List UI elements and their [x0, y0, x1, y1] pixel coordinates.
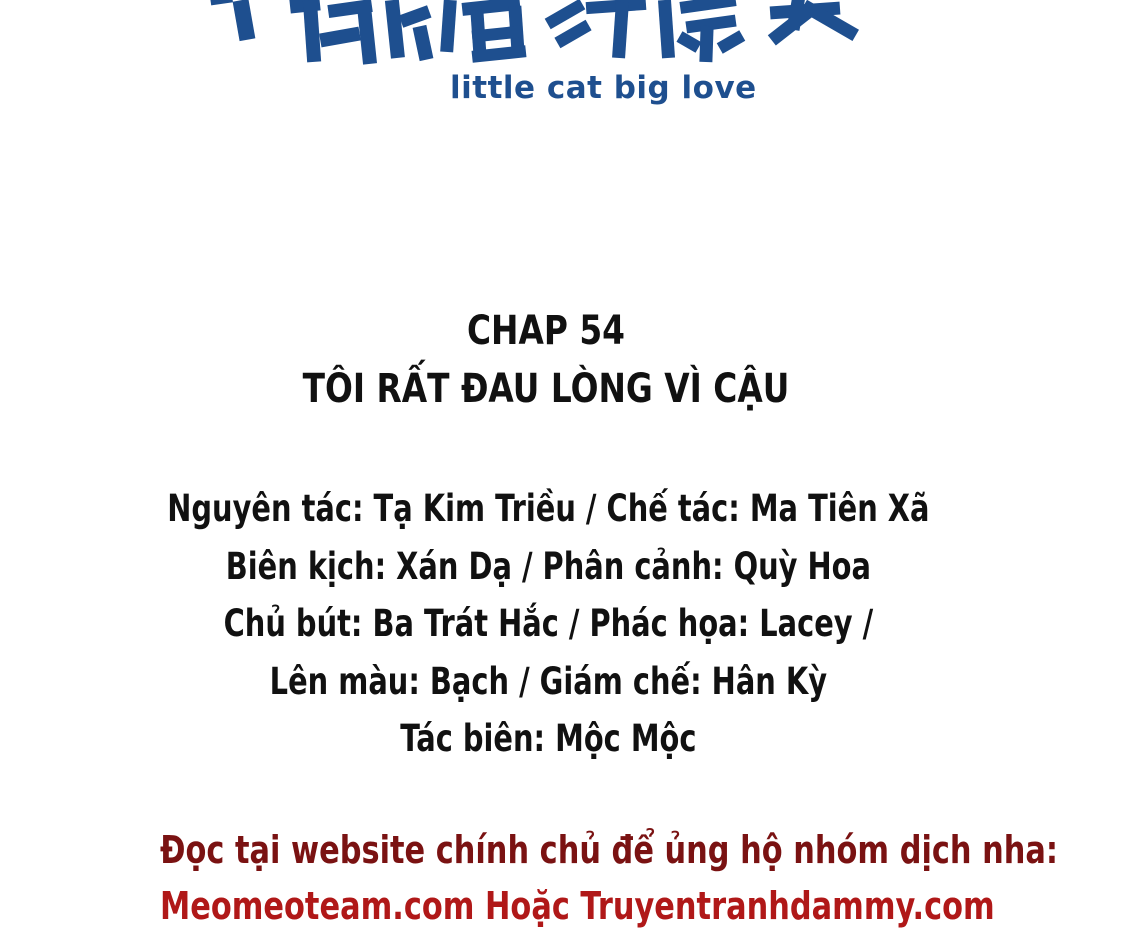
chapter-title: TÔI RẤT ĐAU LÒNG VÌ CẬU: [302, 366, 790, 412]
credit-line: Chủ bút: Ba Trát Hắc / Phác họa: Lacey /: [223, 602, 874, 645]
credit-line: Biên kịch: Xán Dạ / Phân cảnh: Quỳ Hoa: [225, 544, 871, 588]
chapter-number: CHAP 54: [466, 308, 626, 354]
credits-block: [121, 480, 977, 768]
credit-line: Lên màu: Bạch / Giám chế: Hân Kỳ: [269, 659, 828, 703]
promo-websites: Meomeoteam.com Hoặc Truyentranhdammy.com: [160, 884, 995, 928]
title-logo: [0, 0, 1125, 120]
promo-message: Đọc tại website chính chủ để ủng hộ nhóm dịch nha:: [160, 828, 1059, 872]
promo-block: [160, 822, 1058, 934]
credit-line: Tác biên: Mộc Mộc: [400, 717, 697, 760]
credit-line: Nguyên tác: Tạ Kim Triều / Chế tác: Ma Tiên Xã: [167, 487, 930, 530]
logo-subtitle: little cat big love: [450, 70, 757, 106]
